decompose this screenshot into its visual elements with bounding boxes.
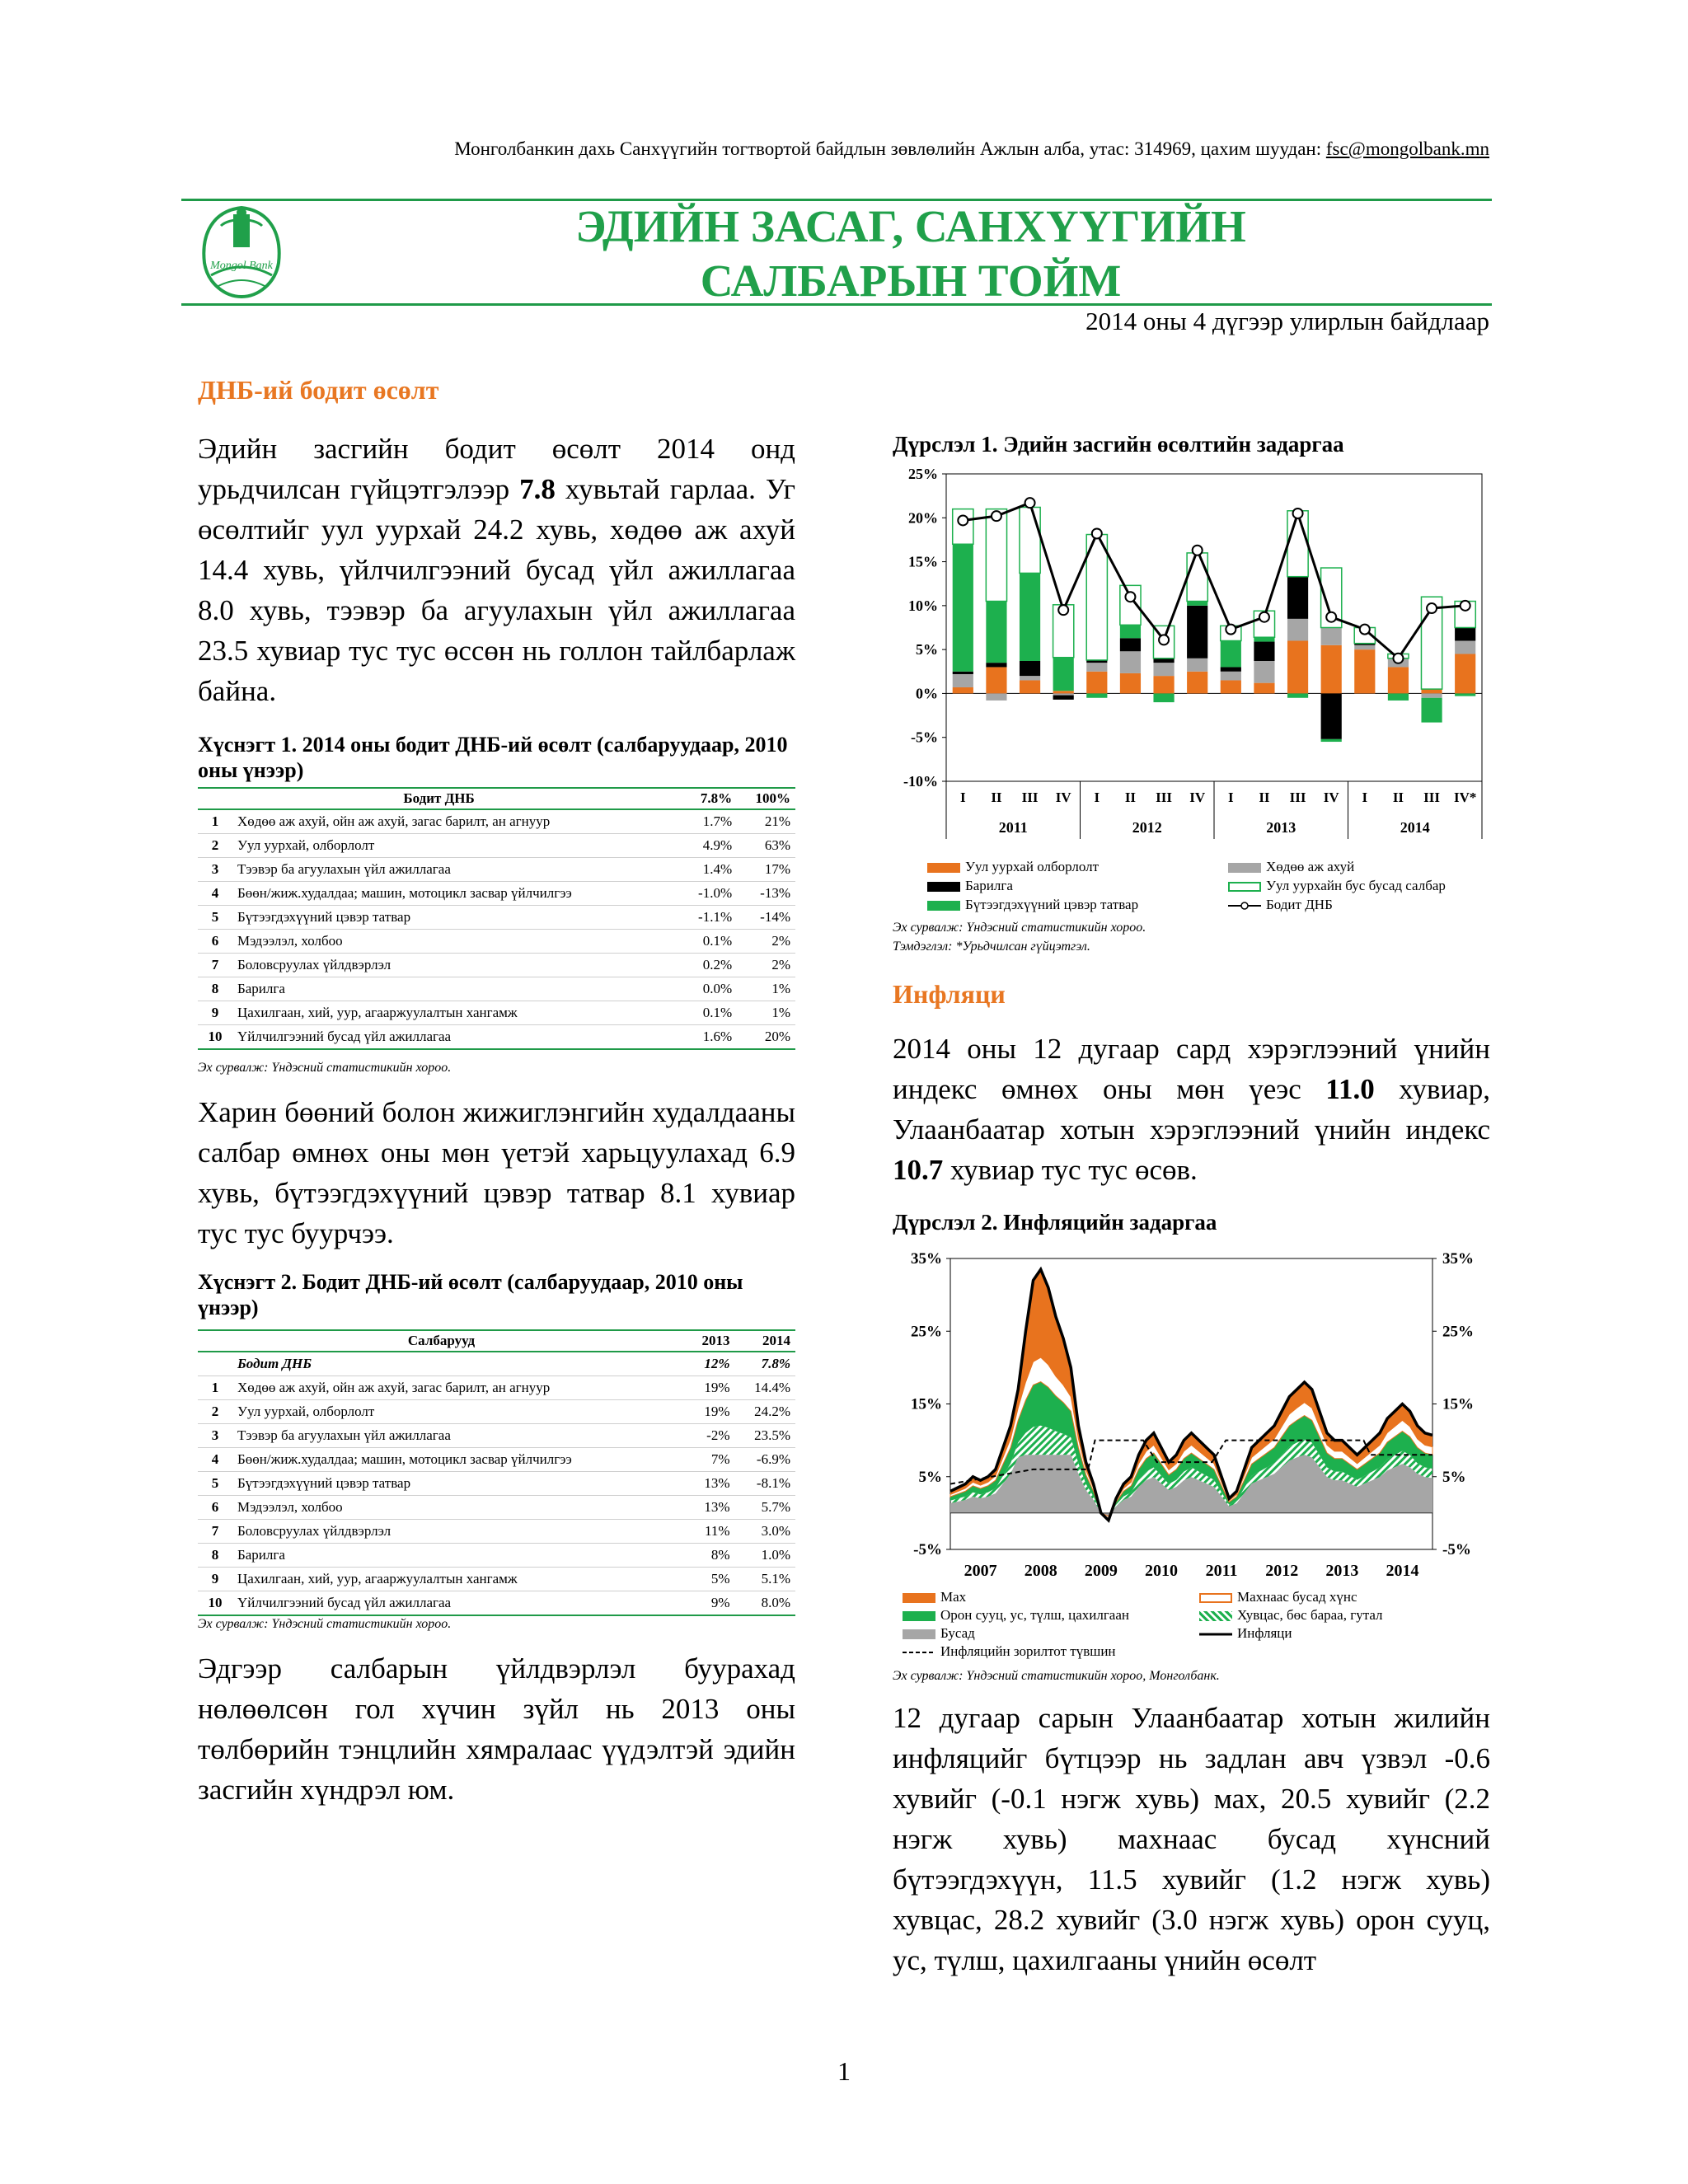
- paragraph-cpi: 2014 оны 12 дугаар сард хэрэглээний үнийн индекс өмнөх оны мөн үеэс 11.0 хувиар, Улаанбаатар хотын хэрэглээний үнийн индекс 10.7 хувиар тус тус өсөв.: [893, 1033, 1490, 1186]
- table2-cell: 3: [198, 1424, 232, 1448]
- header-text: Монголбанкин дахь Санхүүгийн тогтвортой байдлын зөвлөлийн Ажлын алба, утас: 314969, цахим шуудан:: [454, 138, 1326, 159]
- fig1-bar-other: [986, 509, 1006, 602]
- table2-row: [198, 1400, 795, 1424]
- table2-cell: 1: [198, 1376, 232, 1400]
- fig1-bar-mining: [1388, 667, 1409, 693]
- fig1-gdp-point: [1393, 654, 1403, 663]
- fig1-gdp-point: [1326, 612, 1336, 622]
- legend-target: Инфляцийн зорилтот түвшин: [940, 1643, 1116, 1659]
- legend-clothing: Хувцас, бөс бараа, гутал: [1199, 1607, 1463, 1624]
- table1-cell: 1.7%: [680, 809, 737, 834]
- table1-cell: 3: [198, 858, 232, 882]
- table2-cell: Уул уурхай, олборлолт: [232, 1400, 685, 1424]
- fig1-bar-taxes: [1221, 640, 1241, 667]
- table2-cell: 6: [198, 1496, 232, 1520]
- legend-meat: Мах: [903, 1589, 1199, 1605]
- table1-cell: 9: [198, 1001, 232, 1025]
- table1-cell: 2%: [737, 954, 795, 977]
- table1-row: [198, 954, 795, 977]
- fig1-bar-agri: [1287, 619, 1308, 641]
- table2-cell: 23.5%: [735, 1424, 796, 1448]
- table1-cell: 17%: [737, 858, 795, 882]
- table2-cell: Бөөн/жиж.худалдаа; машин, мотоцикл засвар үйлчилгээ: [232, 1448, 685, 1472]
- fig1-bar-other: [1187, 553, 1207, 602]
- fig1-bar-agri: [1053, 693, 1074, 695]
- fig1-quarter-label: III: [1021, 790, 1039, 805]
- fig1-bar-taxes: [1187, 602, 1207, 606]
- table2-cell: Бүтээгдэхүүний цэвэр татвар: [232, 1472, 685, 1496]
- fig1-ytick-label: 20%: [908, 509, 938, 527]
- fig1-quarter-label: I: [1228, 790, 1234, 805]
- fig1-quarter-label: II: [1124, 790, 1137, 805]
- table2-cell: 10: [198, 1591, 232, 1616]
- fig1-gdp-point: [1125, 592, 1135, 602]
- fig1-quarter-label: I: [960, 790, 966, 805]
- table1-cell: 1%: [737, 977, 795, 1001]
- page-number: 1: [837, 2056, 851, 2086]
- fig2-ytick-label-left: 25%: [911, 1323, 942, 1341]
- fig1-ytick-label: 5%: [916, 641, 938, 658]
- fig1-bar-other: [1086, 535, 1107, 660]
- table2-cell: Барилга: [232, 1544, 685, 1568]
- table1-cell: 4: [198, 882, 232, 906]
- table1-cell: 1%: [737, 1001, 795, 1025]
- fig1-bar-agri: [1221, 672, 1241, 681]
- fig1-bar-taxes: [1421, 698, 1442, 723]
- fig2-ytick-label-right: 15%: [1442, 1395, 1474, 1413]
- cpi-ub-value: 10.7: [893, 1154, 944, 1186]
- table2-cell: 8.0%: [735, 1591, 796, 1616]
- fig1-gdp-point: [1226, 625, 1236, 635]
- table1-cell: 20%: [737, 1025, 795, 1050]
- table1-row: [198, 858, 795, 882]
- table1-cell: -14%: [737, 906, 795, 930]
- gdp-growth-value: 7.8: [519, 473, 556, 505]
- fig1-bar-mining: [1354, 649, 1375, 693]
- table1-row: [198, 930, 795, 954]
- table1-row: [198, 834, 795, 858]
- paragraph-gdp-growth: Эдийн засгийн бодит өсөлт 2014 онд урьдчилсан гүйцэтгэлээр 7.8 хувьтай гарлаа. Уг өсөлтийг уул уурхай 24.2 хувь, хөдөө аж ахуй 14.4 хувь, үйлчилгээний бусад үйл ажиллагаа 8.0 хувь, тээвэр ба агуулахын үйл ажиллагаа 23.5 хувиар тус тус өссөн нь голлон тайлбарлаж байна.: [198, 433, 795, 707]
- fig1-quarter-label: I: [1362, 790, 1368, 805]
- table1-cell: 8: [198, 977, 232, 1001]
- fig1-bar-other: [1287, 511, 1308, 577]
- table1-cell: Мэдээлэл, холбоо: [232, 930, 680, 954]
- table1-row: [198, 1025, 795, 1050]
- fig2-year-label: 2014: [1386, 1562, 1419, 1580]
- legend-housing: Орон сууц, ус, түлш, цахилгаан: [903, 1607, 1199, 1624]
- fig1-bar-construction: [1120, 638, 1141, 651]
- table1-cell: 0.1%: [680, 930, 737, 954]
- table2: [198, 1329, 795, 1616]
- table2-row: [198, 1424, 795, 1448]
- fig1-bar-taxes: [1153, 693, 1174, 702]
- table1-cell: 0.1%: [680, 1001, 737, 1025]
- table2-source: Эх сурвалж: Үндэсний статистикийн хороо.: [198, 1617, 452, 1631]
- fig1-bar-taxes: [1455, 693, 1475, 696]
- fig1-ytick-label: 15%: [908, 553, 938, 570]
- fig1-bar-taxes: [1321, 739, 1342, 742]
- fig1-bar-taxes: [1120, 625, 1141, 638]
- fig1-quarter-label: II: [991, 790, 1002, 805]
- fig2-ytick-label-right: 25%: [1442, 1323, 1474, 1341]
- fig1-bar-mining: [1421, 689, 1442, 693]
- fig1-bar-mining: [1053, 691, 1074, 693]
- figure1-title: Дүрслэл 1. Эдийн засгийн өсөлтийн задаргаа: [893, 432, 1344, 457]
- legend-construction: Барилга: [927, 878, 1228, 894]
- fig1-bar-construction: [1287, 577, 1308, 619]
- table1-cell: 1: [198, 809, 232, 834]
- fig1-gdp-point: [1193, 546, 1203, 555]
- table1-cell: Цахилгаан, хий, уур, агааржуулалтын хангамж: [232, 1001, 680, 1025]
- fig1-gdp-point: [958, 515, 968, 525]
- table2-cell: 19%: [685, 1376, 734, 1400]
- fig2-year-label: 2008: [1024, 1562, 1057, 1580]
- fig1-bar-agri: [986, 693, 1006, 701]
- section-heading-gdp: ДНБ-ий бодит өсөлт: [198, 375, 439, 405]
- table2-header-label: Салбарууд: [198, 1330, 685, 1352]
- table2-cell: 4: [198, 1448, 232, 1472]
- fig2-ytick-label-left: 5%: [918, 1468, 942, 1486]
- table1-row: [198, 809, 795, 834]
- fig2-ytick-label-left: 35%: [911, 1250, 942, 1268]
- fig1-bar-agri: [1153, 663, 1174, 676]
- figure1-source: Эх сурвалж: Үндэсний статистикийн хороо.: [893, 921, 1146, 935]
- table1-cell: 5: [198, 906, 232, 930]
- table2-row: [198, 1376, 795, 1400]
- fig1-quarter-label: I: [1094, 790, 1100, 805]
- figure1-legend: [927, 859, 1488, 913]
- fig1-year-label: 2013: [1266, 819, 1296, 836]
- fig1-bar-mining: [953, 687, 973, 693]
- table1-cell: Бөөн/жиж.худалдаа; машин, мотоцикл засвар үйлчилгээ: [232, 882, 680, 906]
- table2-cell: 5.1%: [735, 1568, 796, 1591]
- fig1-bar-agri: [1187, 658, 1207, 672]
- table2-cell: 5.7%: [735, 1496, 796, 1520]
- page-subtitle: 2014 оны 4 дүгээр улирлын байдлаар: [1085, 307, 1489, 335]
- paragraph-reason: Эдгээр салбарын үйлдвэрлэл буурахад нөлөөлсөн гол хүчин зүйл нь 2013 оны төлбөрийн тэнцлийн хямралаас үүдэлтэй эдийн засгийн хүндрэл юм.: [198, 1652, 795, 1806]
- table2-cell: 14.4%: [735, 1376, 796, 1400]
- fig1-ytick-label: 0%: [916, 685, 938, 702]
- fig1-bar-agri: [1254, 661, 1274, 683]
- fig1-bar-construction: [1187, 606, 1207, 658]
- table2-row: [198, 1544, 795, 1568]
- fig1-quarter-label: IV: [1055, 790, 1071, 805]
- fig1-gdp-point: [1025, 498, 1035, 508]
- table1-cell: 10: [198, 1025, 232, 1050]
- fig1-gdp-point: [1461, 601, 1470, 611]
- table1-row: [198, 882, 795, 906]
- fig1-ytick-label: -5%: [911, 729, 938, 746]
- legend-taxes: Бүтээгдэхүүний цэвэр татвар: [927, 897, 1228, 913]
- table2-cell: Үйлчилгээний бусад үйл ажиллагаа: [232, 1591, 685, 1616]
- fig1-ytick-label: 10%: [908, 597, 938, 614]
- fig1-bar-mining: [1455, 654, 1475, 693]
- fig1-year-label: 2012: [1132, 819, 1162, 836]
- fig1-bar-agri: [1086, 663, 1107, 672]
- table1-cell: Бүтээгдэхүүний цэвэр татвар: [232, 906, 680, 930]
- fig1-bar-construction: [1020, 661, 1040, 676]
- table1-cell: Уул уурхай, олборлолт: [232, 834, 680, 858]
- table2-cell: Тээвэр ба агуулахын үйл ажиллагаа: [232, 1424, 685, 1448]
- table2-total-row: Бодит ДНБ 12% 7.8%: [198, 1352, 795, 1376]
- table1-cell: Үйлчилгээний бусад үйл ажиллагаа: [232, 1025, 680, 1050]
- fig2-year-label: 2013: [1325, 1562, 1359, 1580]
- table1-header-label: Бодит ДНБ: [198, 788, 680, 809]
- fig1-bar-construction: [1254, 642, 1274, 661]
- fig1-bar-agri: [1455, 640, 1475, 654]
- fig1-bar-taxes: [986, 602, 1006, 663]
- fig1-quarter-label: IV: [1323, 790, 1339, 805]
- title-line-2: САЛБАРЫН ТОЙМ: [700, 255, 1122, 306]
- fig1-gdp-point: [1293, 509, 1303, 518]
- figure2-title: Дүрслэл 2. Инфляцийн задаргаа: [893, 1210, 1217, 1235]
- legend-inflation: Инфляци: [1237, 1625, 1292, 1641]
- table2-cell: 5%: [685, 1568, 734, 1591]
- fig2-year-label: 2007: [964, 1562, 997, 1580]
- logo-text: Mongol Bank: [210, 260, 273, 272]
- fig1-bar-mining: [1086, 672, 1107, 694]
- table2-title: Хүснэгт 2. Бодит ДНБ-ий өсөлт (салбаруудаар, 2010 оны үнээр): [198, 1270, 743, 1319]
- fig1-bar-mining: [1120, 673, 1141, 694]
- table2-cell: 19%: [685, 1400, 734, 1424]
- fig2-ytick-label-right: 35%: [1442, 1250, 1474, 1268]
- table2-cell: 9%: [685, 1591, 734, 1616]
- table2-header-2014: 2014: [735, 1330, 796, 1352]
- paragraph-trade-decline: Харин бөөний болон жижиглэнгийн худалдааны салбар өмнөх оны мөн үетэй харьцуулахад 6.9 хувь, бүтээгдэхүүний цэвэр татвар 8.1 хувиар тус тус буурчээ.: [198, 1096, 795, 1249]
- table2-cell: 8: [198, 1544, 232, 1568]
- table2-cell: 7%: [685, 1448, 734, 1472]
- fig1-bar-agri: [1354, 645, 1375, 649]
- fig1-bar-taxes: [1053, 658, 1074, 691]
- fig1-gdp-point: [1360, 625, 1370, 635]
- table2-cell: 3.0%: [735, 1520, 796, 1544]
- table2-cell: 13%: [685, 1472, 734, 1496]
- table1: [198, 787, 795, 1050]
- table1-cell: 4.9%: [680, 834, 737, 858]
- fig1-bar-taxes: [1020, 573, 1040, 661]
- page-header-contact: [185, 138, 1489, 160]
- fig1-bar-mining: [1221, 680, 1241, 693]
- table2-cell: -2%: [685, 1424, 734, 1448]
- fig1-bar-taxes: [1287, 693, 1308, 697]
- fig1-bar-construction: [953, 672, 973, 674]
- table1-cell: 1.6%: [680, 1025, 737, 1050]
- fig2-year-label: 2010: [1144, 1562, 1178, 1580]
- fig1-bar-construction: [986, 663, 1006, 667]
- figure2-legend: [903, 1589, 1479, 1660]
- fig2-ytick-label-left: 15%: [911, 1395, 942, 1413]
- table1-cell: -1.1%: [680, 906, 737, 930]
- table2-row: [198, 1568, 795, 1591]
- table2-cell: -8.1%: [735, 1472, 796, 1496]
- fig1-bar-mining: [1187, 672, 1207, 694]
- table1-cell: 21%: [737, 809, 795, 834]
- table1-cell: 0.0%: [680, 977, 737, 1001]
- fig2-ytick-label-right: -5%: [1442, 1541, 1471, 1558]
- table2-cell: 13%: [685, 1496, 734, 1520]
- legend-mining: Уул уурхай олборлолт: [927, 859, 1228, 875]
- fig1-bar-mining: [1287, 640, 1308, 693]
- table1-cell: 6: [198, 930, 232, 954]
- fig1-gdp-point: [1427, 603, 1437, 613]
- fig1-bar-other: [1020, 507, 1040, 573]
- paragraph-ub-inflation: 12 дугаар сарын Улаанбаатар хотын жилийн инфляцийг бүтцээр нь задлан авч үзвэл -0.6 хувийг (-0.1 нэгж хувь) мах, 20.5 хувийг (2.2 нэгж хувь) махнаас бусад хүнсний бүтээгдэхүүн, 11.5 хувийг (1.2 нэгж хувь) хувцас, 28.2 хувийг (3.0 нэгж хувь) орон сууц, ус, түлш, цахилгааны үнийн өсөлт: [893, 1702, 1490, 1976]
- legend-other-food: Махнаас бусад хүнс: [1199, 1589, 1463, 1605]
- table1-row: [198, 906, 795, 930]
- table2-header-2013: 2013: [685, 1330, 734, 1352]
- table1-cell: 7: [198, 954, 232, 977]
- fig1-gdp-point: [992, 511, 1001, 521]
- fig1-gdp-point: [1159, 635, 1169, 644]
- fig1-gdp-point: [1259, 612, 1269, 622]
- fig1-bar-agri: [1321, 628, 1342, 645]
- table2-cell: 2: [198, 1400, 232, 1424]
- fig1-year-label: 2011: [998, 819, 1028, 836]
- fig1-bar-taxes: [1388, 693, 1409, 701]
- fig1-quarter-label: III: [1289, 790, 1306, 805]
- table2-cell: 11%: [685, 1520, 734, 1544]
- fig1-quarter-label: III: [1423, 790, 1440, 805]
- table1-cell: 0.2%: [680, 954, 737, 977]
- fig1-bar-mining: [986, 667, 1006, 693]
- table2-row: [198, 1520, 795, 1544]
- page-title: [495, 199, 1327, 308]
- table2-cell: 24.2%: [735, 1400, 796, 1424]
- cpi-national-value: 11.0: [1325, 1073, 1375, 1105]
- figure1-note: Тэмдэглэл: *Урьдчилсан гүйцэтгэл.: [893, 940, 1090, 954]
- legend-other: Бусад: [903, 1625, 1199, 1642]
- fig1-bar-agri: [1020, 676, 1040, 680]
- table1-cell: Хөдөө аж ахуй, ойн аж ахуй, загас барилт, ан агнуур: [232, 809, 680, 834]
- table2-cell: Боловсруулах үйлдвэрлэл: [232, 1520, 685, 1544]
- table1-cell: Боловсруулах үйлдвэрлэл: [232, 954, 680, 977]
- fig1-bar-construction: [1221, 667, 1241, 671]
- fig1-bar-construction: [1053, 696, 1074, 700]
- table1-cell: -13%: [737, 882, 795, 906]
- title-line-1: ЭДИЙН ЗАСАГ, САНХҮҮГИЙН: [575, 201, 1246, 251]
- table2-cell: Цахилгаан, хий, уур, агааржуулалтын хангамж: [232, 1568, 685, 1591]
- table1-cell: 2%: [737, 930, 795, 954]
- fig1-bar-mining: [1020, 680, 1040, 693]
- table2-cell: Хөдөө аж ахуй, ойн аж ахуй, загас барилт, ан агнуур: [232, 1376, 685, 1400]
- table1-header-share: 100%: [737, 788, 795, 809]
- legend-other-sectors: Уул уурхайн бус бусад салбар: [1228, 878, 1475, 894]
- figure2-source: Эх сурвалж: Үндэсний статистикийн хороо, Монголбанк.: [893, 1669, 1220, 1683]
- fig1-bar-construction: [1321, 693, 1342, 738]
- fig2-year-label: 2012: [1265, 1562, 1299, 1580]
- figure1-chart: [893, 462, 1490, 841]
- table1-cell: 1.4%: [680, 858, 737, 882]
- fig1-bar-taxes: [1254, 637, 1274, 641]
- fig1-bar-construction: [1455, 628, 1475, 641]
- table1-cell: Тээвэр ба агуулахын үйл ажиллагаа: [232, 858, 680, 882]
- table2-cell: 7: [198, 1520, 232, 1544]
- table2-row: [198, 1448, 795, 1472]
- table1-cell: 2: [198, 834, 232, 858]
- fig1-ytick-label: -10%: [903, 773, 938, 790]
- fig1-bar-construction: [1153, 658, 1174, 663]
- fig2-year-label: 2011: [1205, 1562, 1238, 1580]
- table2-cell: 5: [198, 1472, 232, 1496]
- fig1-bar-mining: [1254, 683, 1274, 694]
- fig1-quarter-label: II: [1259, 790, 1270, 805]
- table1-row: [198, 1001, 795, 1025]
- fig1-quarter-label: IV: [1189, 790, 1206, 805]
- table2-row: [198, 1472, 795, 1496]
- table2-cell: 8%: [685, 1544, 734, 1568]
- table1-header-growth: 7.8%: [680, 788, 737, 809]
- fig1-bar-other: [953, 509, 973, 545]
- fig1-bar-taxes: [1086, 693, 1107, 697]
- table2-cell: -6.9%: [735, 1448, 796, 1472]
- legend-gdp: Бодит ДНБ: [1228, 897, 1475, 913]
- fig1-ytick-label: 25%: [908, 466, 938, 482]
- table1-cell: Барилга: [232, 977, 680, 1001]
- fig1-year-label: 2014: [1400, 819, 1430, 836]
- fig1-quarter-label: III: [1156, 790, 1172, 805]
- fig1-bar-agri: [1120, 651, 1141, 673]
- fig1-gdp-point: [1058, 605, 1068, 615]
- table1-title: Хүснэгт 1. 2014 оны бодит ДНБ-ий өсөлт (салбаруудаар, 2010 оны үнээр): [198, 733, 788, 782]
- fig1-bar-agri: [953, 674, 973, 687]
- table1-source: Эх сурвалж: Үндэсний статистикийн хороо.: [198, 1061, 452, 1075]
- fig1-quarter-label: IV*: [1453, 790, 1477, 805]
- table1-cell: -1.0%: [680, 882, 737, 906]
- fig1-bar-mining: [1321, 645, 1342, 694]
- fig1-bar-taxes: [953, 544, 973, 672]
- table2-cell: 9: [198, 1568, 232, 1591]
- fig2-year-label: 2009: [1084, 1562, 1118, 1580]
- legend-agri: Хөдөө аж ахуй: [1228, 859, 1475, 875]
- table2-cell: Мэдээлэл, холбоо: [232, 1496, 685, 1520]
- section-heading-inflation: Инфляци: [893, 979, 1006, 1009]
- table2-cell: 1.0%: [735, 1544, 796, 1568]
- table1-row: [198, 977, 795, 1001]
- figure2-chart: [893, 1240, 1490, 1586]
- table2-row: [198, 1496, 795, 1520]
- mongolbank-logo: [196, 201, 287, 302]
- fig1-quarter-label: II: [1392, 790, 1404, 805]
- fig2-ytick-label-right: 5%: [1442, 1468, 1466, 1486]
- table2-row: [198, 1591, 795, 1616]
- fig1-gdp-point: [1092, 528, 1102, 538]
- email-link[interactable]: fsc@mongolbank.mn: [1325, 138, 1489, 159]
- fig1-bar-mining: [1153, 676, 1174, 693]
- fig1-bar-agri: [1421, 693, 1442, 697]
- table1-cell: 63%: [737, 834, 795, 858]
- fig2-ytick-label-left: -5%: [913, 1541, 942, 1558]
